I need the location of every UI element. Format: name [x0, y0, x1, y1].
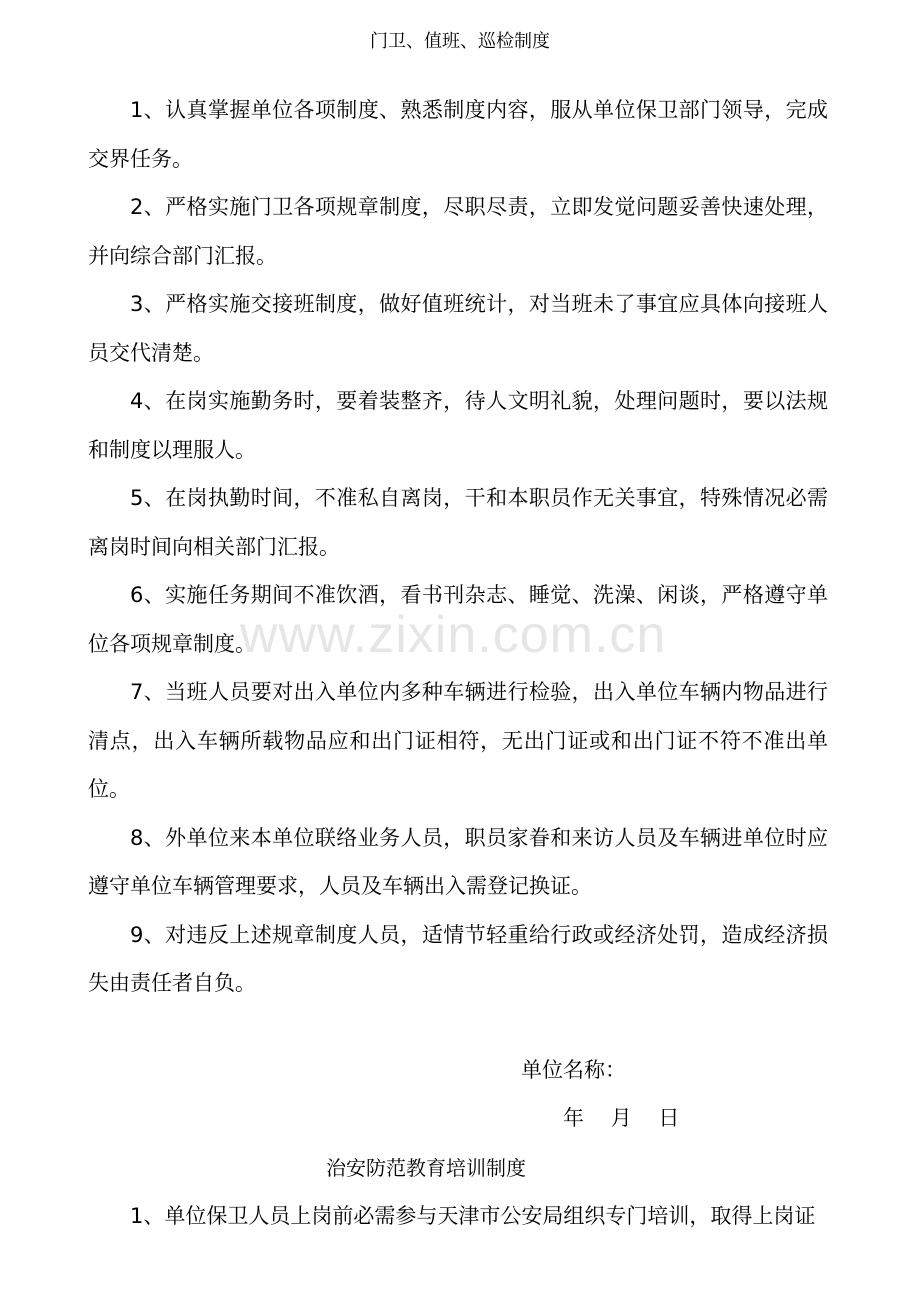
paragraph-2: 2、严格实施门卫各项规章制度，尽职尽责，立即发觉问题妥善快速处理，并向综合部门汇报。: [88, 195, 828, 268]
paragraph-8: 8、外单位来本单位联络业务人员，职员家眷和来访人员及车辆进单位时应遵守单位车辆管理要求，人员及车辆出入需登记换证。: [88, 825, 828, 898]
document-title: 门卫、值班、巡检制度: [370, 31, 550, 52]
document-body: [88, 86, 828, 1008]
paragraph-4: 4、在岗实施勤务时，要着装整齐，待人文明礼貌，处理问题时，要以法规和制度以理服人。: [88, 389, 828, 462]
paragraph-6: 6、实施任务期间不准饮酒，看书刊杂志、睡觉、洗澡、闲谈，严格遵守单位各项规章制度。: [88, 583, 828, 656]
next-section-title: 治安防范教育培训制度: [326, 1156, 526, 1180]
signature-date-line: 年 月 日: [563, 1106, 680, 1130]
signature-org-label: 单位名称：: [521, 1058, 626, 1082]
paragraph-9: 9、对违反上述规章制度人员，适情节轻重给行政或经济处罚，造成经济损失由责任者自负。: [88, 922, 828, 995]
watermark-text: www.zixin.com.cn: [240, 606, 667, 664]
paragraph-1: 1、认真掌握单位各项制度、熟悉制度内容，服从单位保卫部门领导，完成交界任务。: [88, 98, 828, 171]
paragraph-3: 3、严格实施交接班制度，做好值班统计，对当班未了事宜应具体向接班人员交代清楚。: [88, 292, 828, 365]
paragraph-5: 5、在岗执勤时间，不准私自离岗，干和本职员作无关事宜，特殊情况必需离岗时间向相关部门汇报。: [88, 486, 828, 559]
paragraph-7: 7、当班人员要对出入单位内多种车辆进行检验，出入单位车辆内物品进行清点，出入车辆所载物品应和出门证相符，无出门证或和出门证不符不准出单位。: [88, 680, 828, 801]
next-section-body: [88, 1199, 828, 1233]
next-section-paragraph-1: 1、单位保卫人员上岗前必需参与天津市公安局组织专门培训，取得上岗证: [130, 1204, 816, 1228]
